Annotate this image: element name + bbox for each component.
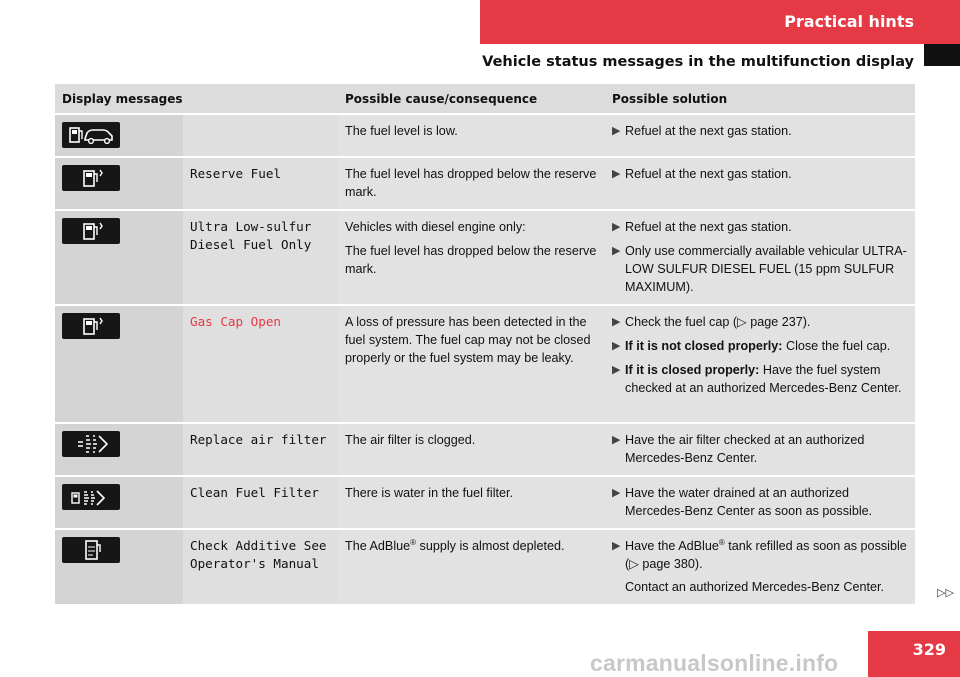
solution-item: ▶ Have the water drained at an authorized Mercedes-Benz Center as soon as possible. — [612, 486, 873, 518]
cause-text: The air filter is clogged. — [345, 433, 476, 447]
table-row — [55, 423, 915, 476]
fuel-filter-icon — [62, 484, 120, 510]
table-row — [55, 305, 915, 423]
solution-item: ▶ Only use commercially available vehicular ULTRA-LOW SULFUR DIESEL FUEL (15 ppm SULFUR MAXIMUM). — [612, 244, 907, 294]
display-message: Reserve Fuel — [183, 157, 338, 210]
solution-item: ▶ Have the AdBlue® tank refilled as soon as possible (▷ page 380). Contact an authorized Mercedes-Benz Center. — [612, 537, 907, 594]
table-row — [55, 157, 915, 210]
display-message — [183, 114, 338, 157]
display-message: Replace air filter — [183, 423, 338, 476]
continue-arrow-icon: ▷▷ — [937, 587, 954, 599]
chapter-title: Practical hints — [784, 12, 914, 31]
solution-item: ▶ If it is closed properly: Have the fuel system checked at an authorized Mercedes-Benz Center. — [612, 363, 902, 395]
col-header-cause: Possible cause/consequence — [338, 84, 605, 114]
bullet-arrow-icon: ▶ — [612, 364, 621, 376]
display-message: Clean Fuel Filter — [183, 476, 338, 529]
bullet-arrow-icon: ▶ — [612, 168, 621, 180]
solution-item: ▶ If it is not closed properly: Close the fuel cap. — [612, 339, 891, 353]
cause-text: Vehicles with diesel engine only: — [345, 220, 526, 234]
fuel-pump-icon — [62, 218, 120, 244]
cause-text: A loss of pressure has been detected in the fuel system. The fuel cap may not be closed properly or the fuel system may be leaky. — [345, 315, 591, 365]
bullet-arrow-icon: ▶ — [612, 316, 621, 328]
bullet-arrow-icon: ▶ — [612, 221, 621, 233]
table-row — [55, 114, 915, 157]
page-number: 329 — [912, 640, 946, 659]
section-title: Vehicle status messages in the multifunction display — [482, 54, 914, 70]
watermark: carmanualsonline.info — [590, 650, 839, 676]
bullet-arrow-icon: ▶ — [612, 340, 621, 352]
display-message: Ultra Low-sulfur Diesel Fuel Only — [183, 210, 338, 305]
air-filter-icon — [62, 431, 120, 457]
solution-extra: Contact an authorized Mercedes-Benz Center. — [625, 580, 885, 594]
cause-text: The fuel level has dropped below the reserve mark. — [345, 167, 597, 199]
table-row — [55, 210, 915, 305]
solution-item: ▶ Check the fuel cap (▷ page 237). — [612, 315, 811, 329]
solution-item: ▶ Have the air filter checked at an authorized Mercedes-Benz Center. — [612, 433, 865, 465]
bullet-arrow-icon: ▶ — [612, 125, 621, 137]
display-message: Check Additive See Operator's Manual — [183, 529, 338, 605]
solution-item: ▶ Refuel at the next gas station. — [612, 124, 792, 138]
col-header-display: Display messages — [55, 84, 338, 114]
bullet-arrow-icon: ▶ — [612, 487, 621, 499]
adblue-icon — [62, 537, 120, 563]
cause-text: The fuel level has dropped below the reserve mark. — [345, 244, 597, 276]
cause-text: There is water in the fuel filter. — [345, 486, 514, 500]
table-row — [55, 529, 915, 605]
bullet-arrow-icon: ▶ — [612, 434, 621, 446]
bullet-arrow-icon: ▶ — [612, 540, 621, 552]
car-fuel-pump-icon — [62, 122, 120, 148]
header-corner-block — [924, 44, 960, 66]
solution-item: ▶ Refuel at the next gas station. — [612, 167, 792, 181]
table-row — [55, 476, 915, 529]
col-header-solution: Possible solution — [605, 84, 915, 114]
fuel-pump-icon — [62, 313, 120, 339]
display-message: Gas Cap Open — [183, 305, 338, 423]
status-messages-table — [55, 84, 915, 606]
table-header-row — [55, 84, 915, 114]
cause-text: The fuel level is low. — [345, 124, 458, 138]
cause-text: The AdBlue® supply is almost depleted. — [345, 537, 565, 553]
bullet-arrow-icon: ▶ — [612, 245, 621, 257]
fuel-pump-icon — [62, 165, 120, 191]
solution-item: ▶ Refuel at the next gas station. — [612, 220, 792, 234]
